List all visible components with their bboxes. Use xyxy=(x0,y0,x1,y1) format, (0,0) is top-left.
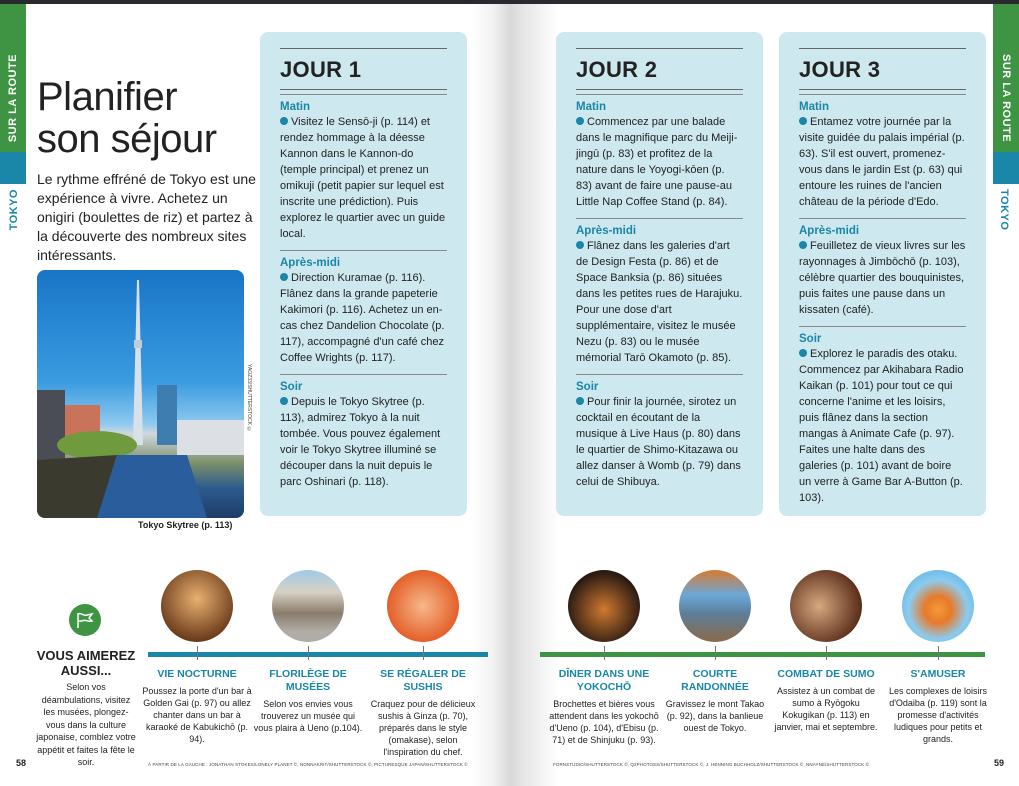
day-section-afternoon xyxy=(280,250,447,374)
section-text: Explorez le paradis des otaku. Commencez par Akihabara Radio Kaikan (p. 101) pour tout ce qui concerne l'anime et les loisirs, puis flânez dans la section mangas à Animate Cafe (p. 97). Faites une halte dans des galeries (p. 101) avant de boire un verre à Game Bar A-Button (p. 103). xyxy=(799,348,964,504)
timeline-tick xyxy=(715,646,716,660)
skytree-tower xyxy=(133,280,143,445)
day-section-afternoon xyxy=(576,218,743,374)
tokyo-skytree-photo xyxy=(37,270,244,518)
activity-text: Craquez pour de délicieux sushis à Ginza (p. 70), préparés dans le style (omakase), selon l'inspiration du chef. xyxy=(370,699,476,757)
day-section-evening xyxy=(576,374,743,498)
activity-text: Poussez la porte d'un bar à Golden Gai (p. 97) ou allez chanter dans un bar à karaoké de Kabukichō (p. 94). xyxy=(142,686,252,744)
vous-aimerez-text: Selon vos déambulations, visitez les musées, plongez-vous dans la culture japonaise, comblez votre appétit et faites la fête le soir. xyxy=(36,682,136,767)
title-line-1: Planifier xyxy=(37,75,178,119)
activity-sushis xyxy=(368,570,478,758)
section-text: Entamez votre journée par la visite guidée du palais impérial (p. 63). S'il est ouvert, promenez-vous dans le jardin Est (p. 63) qui entoure les ruines de l'ancien château de la période d'Edo. xyxy=(799,116,965,208)
bullet-icon xyxy=(576,397,584,405)
section-text: Depuis le Tokyo Skytree (p. 113), admirez Tokyo à la nuit tombée. Vous pouvez également voir le Tokyo Skytree illuminé se découper dans la nuit depuis le parc Oshinari (p. 118). xyxy=(280,396,441,488)
activity-photo xyxy=(790,570,862,642)
day-section-afternoon xyxy=(799,218,966,326)
title-line-2: son séjour xyxy=(37,117,217,161)
activity-musees xyxy=(253,570,363,734)
photo-credit: YAOZ33/SHUTTERSTOCK © xyxy=(246,364,252,433)
divider xyxy=(576,89,743,90)
day-title: JOUR 3 xyxy=(799,57,881,82)
divider xyxy=(799,89,966,90)
activity-title: S'AMUSER xyxy=(910,668,966,680)
section-label: Soir xyxy=(576,381,599,393)
activity-title: COURTE RANDONNÉE xyxy=(681,668,749,693)
activity-photo xyxy=(568,570,640,642)
activity-title: VIE NOCTURNE xyxy=(157,668,237,680)
activity-photo xyxy=(387,570,459,642)
day-card-2 xyxy=(556,32,763,516)
activity-photo xyxy=(679,570,751,642)
section-label: Après-midi xyxy=(576,225,637,237)
day-section-morning xyxy=(280,94,447,250)
activity-title: COMBAT DE SUMO xyxy=(777,668,875,680)
city-tab-blue xyxy=(0,152,26,184)
timeline-tick xyxy=(826,646,827,660)
day-title: JOUR 2 xyxy=(576,57,658,82)
city-tab-blue xyxy=(993,152,1019,184)
day-card-3 xyxy=(779,32,986,516)
intro-text: Le rythme effréné de Tokyo est une expérience à vivre. Achetez un onigiri (boulettes de riz) et partez à la découverte des nombreux sites intéressants. xyxy=(37,171,256,263)
timeline-tick xyxy=(938,646,939,660)
skytree-illustration xyxy=(37,270,244,518)
bullet-icon xyxy=(280,397,288,405)
page-number-left: 58 xyxy=(16,758,27,768)
city-tab-label: TOKYO xyxy=(8,189,20,231)
activity-text: Gravissez le mont Takao (p. 92), dans la banlieue ouest de Tokyo. xyxy=(665,699,765,733)
activity-vie-nocturne xyxy=(142,570,252,745)
activity-text: Les complexes de loisirs d'Odaiba (p. 119) sont la promesse d'activités ludiques pour petits et grands. xyxy=(888,686,988,744)
section-label: Après-midi xyxy=(280,257,341,269)
glass-tower xyxy=(157,385,177,445)
bullet-icon xyxy=(799,241,807,249)
timeline-tick xyxy=(308,646,309,660)
flag-glyph xyxy=(75,611,95,629)
vous-aimerez-title: VOUS AIMEREZ AUSSI... xyxy=(36,648,136,678)
photo-credits-right: FORNSTUDIO/SHUTTERSTOCK ©, Q2PHOTOSS/SHUTTERSTOCK ©, J. HENNING BUCHHOLZ/SHUTTERSTOCK ©, NNAYNE/SHUTTERSTOCK © xyxy=(553,762,870,767)
trees xyxy=(57,431,137,459)
section-label: Matin xyxy=(799,101,830,113)
building xyxy=(177,420,244,455)
section-text: Direction Kuramae (p. 116). Flânez dans la grande papeterie Kakimori (p. 116). Achetez un en-cas chez Dandelion Chocolate (p. 117), accompagné d'un café chez Coffee Wrights (p. 117). xyxy=(280,272,445,364)
section-text: Feuilletez de vieux livres sur les rayonnages à Jimbōchō (p. 103), célèbre quartier des bouquinistes, puis faites une pause dans un kissaten (café). xyxy=(799,240,966,316)
activity-randonnee xyxy=(660,570,770,734)
bullet-icon xyxy=(799,349,807,357)
book-spread xyxy=(0,4,1019,786)
section-tab-label: SUR LA ROUTE xyxy=(7,53,19,143)
day-section-morning xyxy=(576,94,743,218)
section-label: Après-midi xyxy=(799,225,860,237)
activity-photo xyxy=(161,570,233,642)
timeline-tick xyxy=(423,646,424,660)
day-title: JOUR 1 xyxy=(280,57,362,82)
bullet-icon xyxy=(799,117,807,125)
section-text: Flânez dans les galeries d'art de Design Festa (p. 86) et de Space Banksia (p. 86) situées dans les petites rues de Harajuku. Pour une dose d'art supplémentaire, visitez le musée Nezu (p. 83) ou le musée mémorial Tarō Okamoto (p. 85). xyxy=(576,240,743,364)
day-card-1 xyxy=(260,32,467,516)
timeline-tick xyxy=(197,646,198,660)
section-tab-green xyxy=(0,4,26,152)
section-label: Matin xyxy=(576,101,607,113)
activity-photo xyxy=(902,570,974,642)
activity-sumo xyxy=(771,570,881,733)
section-tab-green xyxy=(993,4,1019,152)
activity-title: SE RÉGALER DE SUSHIS xyxy=(380,668,466,693)
section-text: Pour finir la journée, sirotez un cocktail en écoutant de la musique à Live Haus (p. 80) dans le quartier de Shimo-Kitazawa ou allez danser à Womb (p. 79) dans celui de Shibuya. xyxy=(576,396,741,488)
section-label: Matin xyxy=(280,101,311,113)
bullet-icon xyxy=(576,117,584,125)
timeline-tick xyxy=(604,646,605,660)
section-tab-label: SUR LA ROUTE xyxy=(1000,53,1012,143)
photo-credits-left: À PARTIR DE LA GAUCHE : JONATHAN STOKES/LONELY PLANET ©, NONNAKRIT/SHUTTERSTOCK ©, PICTURESQUE JAPAN/SHUTTERSTOCK © xyxy=(148,762,468,767)
page-number-right: 59 xyxy=(994,758,1005,768)
page-title xyxy=(37,76,217,160)
section-label: Soir xyxy=(280,381,303,393)
city-tab-label: TOKYO xyxy=(998,189,1010,231)
activity-text: Brochettes et bières vous attendent dans les yokochō d'Ueno (p. 104), d'Ebisu (p. 71) et de Shinjuku (p. 93). xyxy=(549,699,659,745)
activity-amuser xyxy=(883,570,993,745)
activity-title: FLORILÈGE DE MUSÉES xyxy=(269,668,347,693)
divider xyxy=(280,89,447,90)
activity-yokocho xyxy=(549,570,659,746)
activity-photo xyxy=(272,570,344,642)
bullet-icon xyxy=(280,273,288,281)
bullet-icon xyxy=(280,117,288,125)
activity-title: DÎNER DANS UNE YOKOCHŌ xyxy=(558,668,650,693)
activity-text: Selon vos envies vous trouverez un musée qui vous plaira à Ueno (p.104). xyxy=(253,699,363,733)
skytree-deck xyxy=(134,340,142,348)
section-text: Commencez par une balade dans le magnifique parc du Meiji-jingū (p. 83) et profitez de la nature dans le Yoyogi-kōen (p. 83) avant de faire une pause-au Little Nap Coffee Stand (p. 84). xyxy=(576,116,738,208)
bullet-icon xyxy=(576,241,584,249)
activity-text: Assistez à un combat de sumo à Ryōgoku Kokugikan (p. 113) en janvier, mai et septembre. xyxy=(774,686,878,732)
day-section-morning xyxy=(799,94,966,218)
section-text: Visitez le Sensō-ji (p. 114) et rendez hommage à la déesse Kannon dans le Kannon-do (temple principal) et prenez un omikuji (petit papier sur lequel est inscrite une prédiction). Puis explorez le quartier avec un guide local. xyxy=(280,116,446,240)
page-gutter xyxy=(470,4,560,786)
section-label: Soir xyxy=(799,333,822,345)
day-section-evening xyxy=(280,374,447,498)
flag-icon xyxy=(69,604,101,636)
day-section-evening xyxy=(799,326,966,514)
photo-caption: Tokyo Skytree (p. 113) xyxy=(138,520,233,530)
